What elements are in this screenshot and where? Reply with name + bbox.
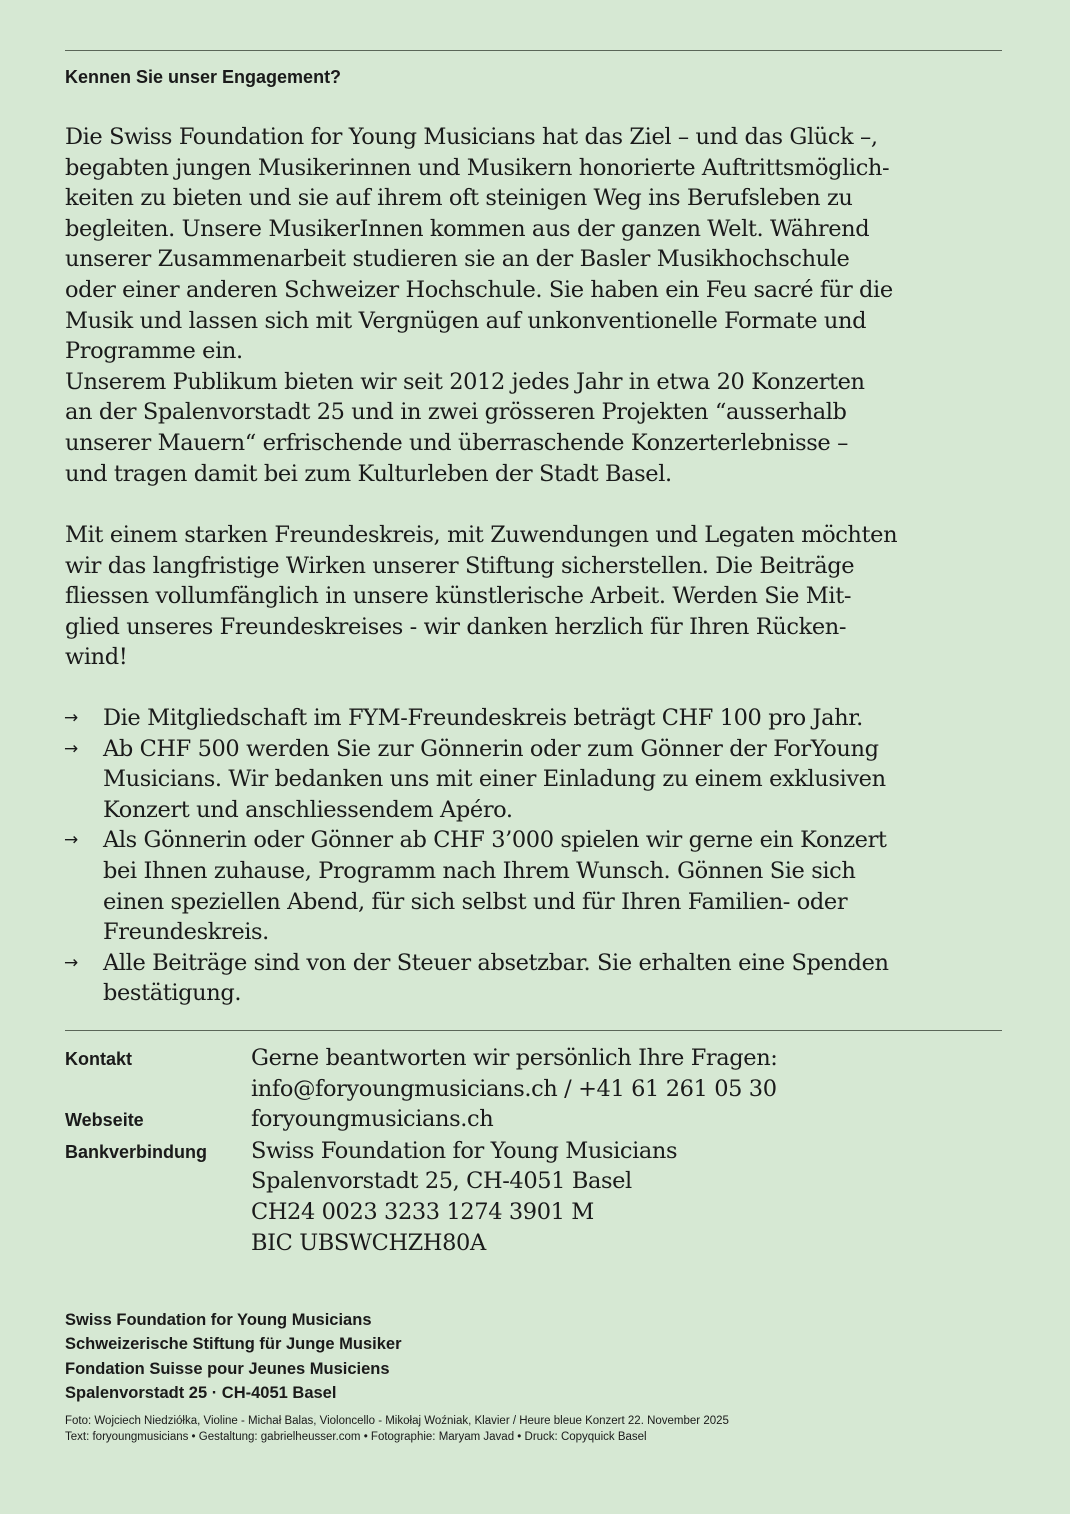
text-line: Musicians. Wir bedanken uns mit einer Einladung zu einem exklusiven (103, 766, 886, 793)
list-item (65, 734, 1005, 826)
text-line: Ab CHF 500 werden Sie zur Gönnerin oder zum Gönner der ForYoung (103, 735, 879, 762)
text-line: Foto: Wojciech Niedziółka, Violine - Michał Balas, Violoncello - Mikołaj Woźniak, Klavier / Heure bleue Konzert 22. November 2025 (65, 1415, 729, 1427)
contact-divider (65, 1030, 1002, 1031)
text-line: Gerne beantworten wir persönlich Ihre Fragen: (251, 1045, 778, 1071)
text-line: Fondation Suisse pour Jeunes Musiciens (65, 1359, 390, 1378)
email-phone-line: info@foryoungmusicians.ch / +41 61 261 05 30 (251, 1075, 777, 1102)
list-item (65, 825, 1005, 947)
contact-row-bank (65, 1136, 1005, 1258)
text-line: Swiss Foundation for Young Musicians (65, 1311, 372, 1329)
support-paragraph (65, 520, 1005, 673)
credits (65, 1413, 729, 1445)
text-line: keiten zu bieten und sie auf ihrem oft steinigen Weg ins Berufsleben zu (65, 185, 853, 212)
text-line: Mit einem starken Freundeskreis, mit Zuwendungen und Legaten möchten (65, 522, 898, 548)
webseite-value (251, 1104, 493, 1136)
text-line: Swiss Foundation for Young Musicians (251, 1137, 678, 1164)
text-line: oder einer anderen Schweizer Hochschule. Sie haben ein Feu sacré für die (65, 276, 893, 303)
webseite-label: Webseite (65, 1110, 144, 1131)
membership-bullet-list (65, 703, 1005, 1009)
contact-block (65, 1043, 1005, 1258)
foundation-footer (65, 1308, 402, 1405)
arrow-right-icon: → (64, 708, 78, 728)
text-line: Programme ein. (65, 338, 243, 365)
text-line: begleiten. Unsere MusikerInnen kommen aus der ganzen Welt. Während (65, 215, 870, 242)
text-line: unserer Zusammenarbeit studieren sie an der Basler Musikhochschule (65, 246, 850, 273)
text-line: Schweizerische Stiftung für Junge Musiker (65, 1335, 402, 1354)
text-line: Spalenvorstadt 25, CH-4051 Basel (251, 1168, 632, 1195)
text-line: fliessen vollumfänglich in unsere künstlerische Arbeit. Werden Sie Mit- (65, 583, 852, 610)
text-line: Die Swiss Foundation for Young Musicians hat das Ziel – und das Glück –, (65, 124, 878, 150)
kontakt-label: Kontakt (65, 1049, 132, 1069)
text-line: begabten jungen Musikerinnen und Musikern honorierte Auftrittsmöglich- (65, 154, 890, 181)
text-line: unserer Mauern“ erfrischende und überraschende Konzerterlebnisse – (65, 429, 848, 456)
text-line: Als Gönnerin oder Gönner ab CHF 3’000 spielen wir gerne ein Konzert (103, 827, 887, 854)
contact-row-webseite (65, 1104, 1005, 1136)
text-line: einen speziellen Abend, für sich selbst und für Ihren Familien- oder (103, 888, 848, 915)
top-divider (65, 50, 1002, 51)
kontakt-value (251, 1043, 777, 1104)
arrow-right-icon: → (64, 830, 78, 851)
text-line: und tragen damit bei zum Kulturleben der Stadt Basel. (65, 460, 672, 487)
text-line: wind! (65, 644, 128, 671)
contact-row-kontakt (65, 1043, 1005, 1104)
list-item (65, 703, 1005, 734)
section-heading: Kennen Sie unser Engagement? (65, 67, 342, 87)
bank-value (251, 1136, 677, 1258)
text-line: wir das langfristige Wirken unserer Stiftung sicherstellen. Die Beiträge (65, 552, 855, 579)
text-line: an der Spalenvorstadt 25 und in zwei grösseren Projekten “ausserhalb (65, 399, 847, 426)
text-line: bei Ihnen zuhause, Programm nach Ihrem Wunsch. Gönnen Sie sich (103, 857, 856, 884)
text-line: Konzert und anschliessendem Apéro. (103, 796, 513, 823)
text-line: bestätigung. (103, 980, 242, 1007)
text-line: glied unseres Freundeskreises - wir danken herzlich für Ihren Rücken- (65, 613, 847, 640)
text-line: Spalenvorstadt 25 · CH-4051 Basel (65, 1383, 337, 1402)
text-line: Die Mitgliedschaft im FYM-Freundeskreis beträgt CHF 100 pro Jahr. (103, 705, 863, 731)
intro-paragraph (65, 122, 1005, 489)
text-line: CH24 0023 3233 1274 3901 M (251, 1198, 594, 1225)
text-line: BIC UBSWCHZH80A (251, 1229, 486, 1256)
text-line: Alle Beiträge sind von der Steuer absetzbar. Sie erhalten eine Spenden (103, 949, 889, 976)
website-line: foryoungmusicians.ch (251, 1106, 494, 1133)
list-item (65, 948, 1005, 1009)
text-line: Text: foryoungmusicians • Gestaltung: gabrielheusser.com • Fotographie: Maryam Javad • Druck: Copyquick Basel (65, 1431, 647, 1443)
bank-label: Bankverbindung (65, 1141, 208, 1162)
arrow-right-icon: → (64, 952, 78, 973)
text-line: Unserem Publikum bieten wir seit 2012 jedes Jahr in etwa 20 Konzerten (65, 368, 865, 395)
text-line: Freundeskreis. (103, 919, 269, 946)
text-line: Musik und lassen sich mit Vergnügen auf unkonventionelle Formate und (65, 307, 867, 334)
arrow-right-icon: → (64, 738, 78, 759)
